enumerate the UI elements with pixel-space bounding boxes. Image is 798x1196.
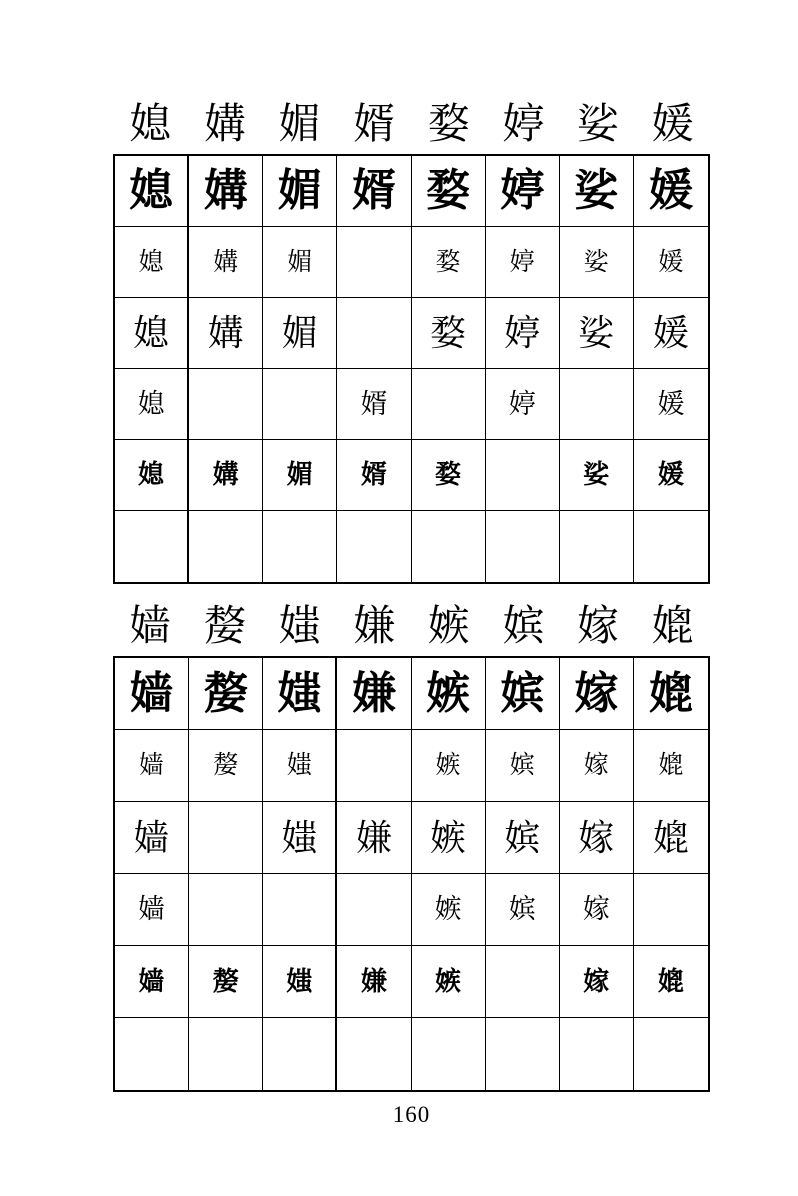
glyph-cell bbox=[634, 511, 708, 582]
glyph-cell bbox=[115, 946, 189, 1018]
glyph-cell bbox=[412, 156, 486, 227]
glyph-cell bbox=[263, 874, 337, 946]
glyph-cell bbox=[486, 874, 560, 946]
glyph-cell bbox=[115, 298, 189, 369]
character-section-1 bbox=[113, 98, 710, 584]
glyph-cell bbox=[337, 511, 411, 582]
ancient-script-glyph: 媚 bbox=[281, 313, 318, 353]
ancient-script-glyph: 嫁 bbox=[574, 668, 619, 718]
header-character: 嫌 bbox=[353, 604, 396, 650]
glyph-cell bbox=[560, 369, 634, 440]
ancient-script-glyph: 嫱 bbox=[138, 966, 165, 996]
ancient-script-glyph: 嫔 bbox=[504, 817, 541, 858]
glyph-cell bbox=[634, 802, 708, 874]
ancient-script-glyph: 媲 bbox=[648, 668, 693, 718]
glyph-cell bbox=[634, 440, 708, 511]
ancient-script-glyph: 媚 bbox=[286, 460, 313, 489]
ancient-script-glyph: 娑 bbox=[583, 248, 609, 276]
glyph-cell bbox=[486, 946, 560, 1018]
glyph-cell bbox=[263, 298, 337, 369]
header-character: 婷 bbox=[502, 102, 545, 148]
glyph-cell bbox=[337, 874, 411, 946]
ancient-script-glyph: 媚 bbox=[287, 248, 313, 276]
ancient-script-glyph: 嫉 bbox=[435, 752, 461, 779]
glyph-cell bbox=[115, 227, 189, 298]
glyph-cell bbox=[560, 156, 634, 227]
glyph-cell bbox=[634, 298, 708, 369]
ancient-script-glyph: 婷 bbox=[509, 248, 535, 276]
glyph-grid-2 bbox=[113, 656, 710, 1092]
ancient-script-glyph: 媛 bbox=[657, 460, 684, 489]
ancient-script-glyph: 媳 bbox=[138, 248, 164, 276]
ancient-script-glyph: 婷 bbox=[504, 313, 541, 353]
glyph-cell bbox=[560, 802, 634, 874]
header-character: 嫱 bbox=[129, 604, 172, 650]
glyph-cell bbox=[263, 227, 337, 298]
glyph-cell bbox=[263, 156, 337, 227]
glyph-cell bbox=[337, 802, 411, 874]
glyph-cell bbox=[560, 658, 634, 730]
ancient-script-glyph: 嫠 bbox=[213, 752, 239, 779]
glyph-cell bbox=[634, 369, 708, 440]
ancient-script-glyph: 婿 bbox=[360, 460, 387, 489]
glyph-cell bbox=[634, 1018, 708, 1090]
header-row-2 bbox=[113, 600, 710, 654]
glyph-cell bbox=[189, 227, 263, 298]
glyph-cell bbox=[189, 440, 263, 511]
ancient-script-glyph: 嫱 bbox=[129, 668, 174, 718]
ancient-script-glyph: 嫉 bbox=[426, 668, 471, 718]
glyph-cell bbox=[115, 802, 189, 874]
glyph-cell bbox=[189, 802, 263, 874]
glyph-cell bbox=[412, 730, 486, 802]
ancient-script-glyph: 嫱 bbox=[133, 817, 170, 858]
ancient-script-glyph: 嫁 bbox=[582, 894, 610, 924]
ancient-script-glyph: 嫱 bbox=[138, 894, 166, 924]
ancient-script-glyph: 媾 bbox=[213, 248, 239, 276]
glyph-cell bbox=[560, 730, 634, 802]
glyph-cell bbox=[560, 1018, 634, 1090]
ancient-script-glyph: 媾 bbox=[207, 313, 244, 353]
glyph-cell bbox=[189, 658, 263, 730]
glyph-cell bbox=[560, 874, 634, 946]
header-character: 媳 bbox=[129, 102, 172, 148]
character-section-2 bbox=[113, 600, 710, 1092]
glyph-cell bbox=[486, 730, 560, 802]
glyph-cell bbox=[486, 511, 560, 582]
glyph-cell bbox=[115, 440, 189, 511]
glyph-cell bbox=[337, 730, 411, 802]
glyph-cell bbox=[189, 874, 263, 946]
glyph-cell bbox=[486, 227, 560, 298]
glyph-cell bbox=[634, 946, 708, 1018]
ancient-script-glyph: 嫔 bbox=[508, 894, 536, 924]
glyph-cell bbox=[263, 369, 337, 440]
glyph-cell bbox=[337, 298, 411, 369]
glyph-cell bbox=[189, 1018, 263, 1090]
glyph-cell bbox=[337, 946, 411, 1018]
header-character: 嫉 bbox=[427, 604, 470, 650]
glyph-cell bbox=[115, 730, 189, 802]
glyph-cell bbox=[263, 440, 337, 511]
ancient-script-glyph: 嫌 bbox=[360, 966, 387, 996]
ancient-script-glyph: 婺 bbox=[426, 166, 471, 215]
glyph-cell bbox=[263, 511, 337, 582]
glyph-cell bbox=[486, 369, 560, 440]
glyph-cell bbox=[115, 511, 189, 582]
ancient-script-glyph: 嫉 bbox=[435, 966, 462, 996]
ancient-script-glyph: 嫉 bbox=[434, 894, 462, 924]
ancient-script-glyph: 婺 bbox=[435, 460, 462, 489]
ancient-script-glyph: 嫁 bbox=[583, 752, 609, 779]
glyph-cell bbox=[115, 369, 189, 440]
glyph-cell bbox=[560, 946, 634, 1018]
glyph-cell bbox=[486, 298, 560, 369]
glyph-cell bbox=[560, 227, 634, 298]
header-character: 婺 bbox=[427, 102, 470, 148]
glyph-cell bbox=[412, 946, 486, 1018]
glyph-cell bbox=[634, 227, 708, 298]
glyph-cell bbox=[412, 511, 486, 582]
ancient-script-glyph: 媛 bbox=[658, 248, 684, 276]
glyph-cell bbox=[189, 730, 263, 802]
glyph-cell bbox=[337, 156, 411, 227]
glyph-cell bbox=[263, 658, 337, 730]
glyph-cell bbox=[115, 874, 189, 946]
glyph-cell bbox=[412, 440, 486, 511]
glyph-cell bbox=[189, 511, 263, 582]
ancient-script-glyph: 婺 bbox=[430, 313, 467, 353]
glyph-cell bbox=[412, 874, 486, 946]
ancient-script-glyph: 媲 bbox=[658, 752, 684, 779]
glyph-cell bbox=[634, 658, 708, 730]
header-character: 媸 bbox=[278, 604, 321, 650]
header-character: 嫠 bbox=[203, 604, 246, 650]
glyph-cell bbox=[115, 1018, 189, 1090]
glyph-cell bbox=[560, 511, 634, 582]
glyph-cell bbox=[412, 1018, 486, 1090]
ancient-script-glyph: 婷 bbox=[508, 388, 536, 419]
glyph-cell bbox=[412, 227, 486, 298]
header-character: 媚 bbox=[278, 102, 321, 148]
glyph-cell bbox=[337, 369, 411, 440]
ancient-script-glyph: 媸 bbox=[281, 817, 318, 858]
ancient-script-glyph: 嫠 bbox=[212, 966, 239, 996]
ancient-script-glyph: 嫉 bbox=[430, 817, 467, 858]
glyph-cell bbox=[486, 156, 560, 227]
glyph-cell bbox=[486, 658, 560, 730]
glyph-cell bbox=[263, 1018, 337, 1090]
ancient-script-glyph: 嫌 bbox=[351, 668, 396, 718]
ancient-script-glyph: 媳 bbox=[137, 388, 165, 419]
ancient-script-glyph: 嫁 bbox=[583, 966, 610, 996]
ancient-script-glyph: 媛 bbox=[648, 166, 693, 215]
header-character: 婿 bbox=[353, 102, 396, 148]
glyph-cell bbox=[560, 298, 634, 369]
ancient-script-glyph: 嫔 bbox=[500, 668, 545, 718]
glyph-cell bbox=[337, 658, 411, 730]
ancient-script-glyph: 嫌 bbox=[355, 817, 392, 858]
header-character: 嫔 bbox=[502, 604, 545, 650]
glyph-cell bbox=[560, 440, 634, 511]
ancient-script-glyph: 媲 bbox=[657, 966, 684, 996]
header-character: 媾 bbox=[203, 102, 246, 148]
glyph-cell bbox=[634, 874, 708, 946]
glyph-cell bbox=[412, 369, 486, 440]
ancient-script-glyph: 媸 bbox=[286, 752, 312, 779]
ancient-script-glyph: 婺 bbox=[435, 248, 461, 276]
glyph-cell bbox=[337, 440, 411, 511]
ancient-script-glyph: 媳 bbox=[129, 166, 174, 215]
ancient-script-glyph: 娑 bbox=[583, 460, 610, 489]
glyph-cell bbox=[115, 156, 189, 227]
header-character: 媛 bbox=[651, 102, 694, 148]
ancient-script-glyph: 嫔 bbox=[509, 752, 535, 779]
ancient-script-glyph: 婿 bbox=[360, 388, 388, 419]
ancient-script-glyph: 媾 bbox=[203, 166, 248, 215]
ancient-script-glyph: 嫠 bbox=[203, 668, 248, 718]
glyph-cell bbox=[337, 227, 411, 298]
ancient-script-glyph: 媸 bbox=[277, 668, 322, 718]
glyph-cell bbox=[189, 369, 263, 440]
glyph-cell bbox=[486, 802, 560, 874]
glyph-cell bbox=[263, 730, 337, 802]
page-number: 160 bbox=[392, 1102, 431, 1127]
glyph-cell bbox=[115, 658, 189, 730]
ancient-script-glyph: 媛 bbox=[652, 313, 689, 353]
glyph-cell bbox=[486, 1018, 560, 1090]
ancient-script-glyph: 婿 bbox=[351, 166, 396, 215]
glyph-cell bbox=[486, 440, 560, 511]
glyph-cell bbox=[412, 298, 486, 369]
glyph-cell bbox=[263, 802, 337, 874]
glyph-cell bbox=[412, 802, 486, 874]
glyph-cell bbox=[634, 156, 708, 227]
glyph-grid-1 bbox=[113, 154, 710, 584]
glyph-cell bbox=[337, 1018, 411, 1090]
ancient-script-glyph: 媾 bbox=[212, 460, 239, 489]
header-character: 嫁 bbox=[577, 604, 620, 650]
ancient-script-glyph: 媳 bbox=[138, 460, 165, 489]
ancient-script-glyph: 娑 bbox=[578, 313, 615, 353]
header-row-1 bbox=[113, 98, 710, 152]
ancient-script-glyph: 媸 bbox=[286, 966, 313, 996]
glyph-cell bbox=[189, 156, 263, 227]
header-character: 媲 bbox=[651, 604, 694, 650]
glyph-cell bbox=[189, 298, 263, 369]
ancient-script-glyph: 媛 bbox=[657, 388, 685, 419]
ancient-script-glyph: 媲 bbox=[652, 817, 689, 858]
ancient-script-glyph: 婷 bbox=[500, 166, 545, 215]
glyph-cell bbox=[189, 946, 263, 1018]
glyph-cell bbox=[634, 730, 708, 802]
ancient-script-glyph: 媳 bbox=[133, 313, 170, 353]
ancient-script-glyph: 嫱 bbox=[139, 752, 165, 779]
ancient-script-glyph: 媚 bbox=[277, 166, 322, 215]
header-character: 娑 bbox=[577, 102, 620, 148]
glyph-cell bbox=[263, 946, 337, 1018]
ancient-script-glyph: 娑 bbox=[574, 166, 619, 215]
glyph-cell bbox=[412, 658, 486, 730]
ancient-script-glyph: 嫁 bbox=[578, 817, 615, 858]
